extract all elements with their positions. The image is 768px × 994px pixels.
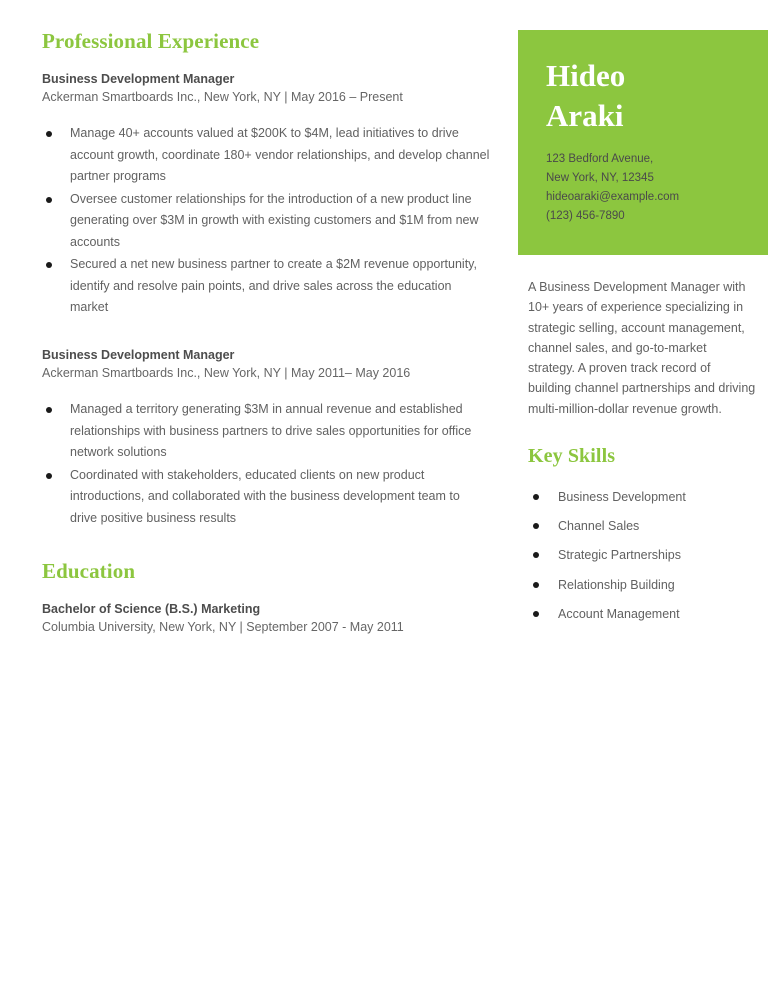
contact-street: 123 Bedford Avenue, [546, 153, 654, 165]
list-item: Secured a net new business partner to create a $2M revenue opportunity, identify and resolve pain points, and drive sales across the education market [42, 254, 490, 319]
section-heading-education: Education [42, 559, 136, 584]
list-item: Relationship Building [528, 575, 756, 595]
spacer [528, 419, 756, 445]
name-banner [518, 30, 768, 255]
spacer [42, 583, 490, 600]
candidate-name [546, 56, 746, 135]
list-item: Channel Sales [528, 516, 756, 536]
section-heading-key-skills: Key Skills [528, 444, 616, 467]
main-column [42, 30, 490, 636]
job-title: Business Development Manager [42, 72, 235, 87]
job-meta: Ackerman Smartboards Inc., New York, NY | May 2016 – Present [42, 90, 403, 105]
section-heading-professional-experience: Professional Experience [42, 29, 260, 53]
experience-entry [42, 346, 490, 382]
education-entry [42, 600, 490, 636]
job-bullet-list [42, 399, 490, 529]
spacer [42, 106, 490, 123]
sidebar-column [528, 277, 756, 633]
list-item: Business Development [528, 487, 756, 507]
contact-block [546, 150, 756, 226]
spacer [42, 382, 490, 399]
degree-meta: Columbia University, New York, NY | September 2007 - May 2011 [42, 620, 404, 635]
spacer [528, 467, 756, 487]
list-item: Strategic Partnerships [528, 545, 756, 565]
spacer [42, 53, 490, 70]
list-item: Managed a territory generating $3M in annual revenue and established relationships with business partners to drive sales opportunities for office network solutions [42, 399, 490, 464]
list-item: Oversee customer relationships for the introduction of a new product line generating over $3M in growth with existing customers and $1M from new accounts [42, 189, 490, 254]
contact-email[interactable]: hideoaraki@example.com [546, 190, 680, 203]
name-first: Hideo [546, 58, 626, 93]
spacer [42, 320, 490, 346]
list-item: Manage 40+ accounts valued at $200K to $4M, lead initiatives to drive account growth, coordinate 180+ vendor relationships, and develop channel partner programs [42, 123, 490, 188]
spacer [42, 530, 490, 560]
job-title: Business Development Manager [42, 347, 235, 362]
degree-title: Bachelor of Science (B.S.) Marketing [42, 602, 261, 617]
professional-summary: A Business Development Manager with 10+ years of experience specializing in strategic selling, account management, channel sales, and go-to-market strategy. A proven track record of building channel partnerships and driving multi-million-dollar revenue growth. [528, 280, 756, 416]
contact-city-state-zip: New York, NY, 12345 [546, 171, 654, 184]
experience-entry [42, 70, 490, 106]
skills-list [528, 487, 756, 624]
list-item: Account Management [528, 604, 756, 624]
job-meta: Ackerman Smartboards Inc., New York, NY | May 2011– May 2016 [42, 365, 411, 380]
list-item: Coordinated with stakeholders, educated clients on new product introductions, and collaborated with the business development team to drive positive business results [42, 465, 490, 530]
contact-phone[interactable]: (123) 456-7890 [546, 209, 625, 222]
name-last: Araki [546, 97, 624, 133]
job-bullet-list [42, 123, 490, 319]
